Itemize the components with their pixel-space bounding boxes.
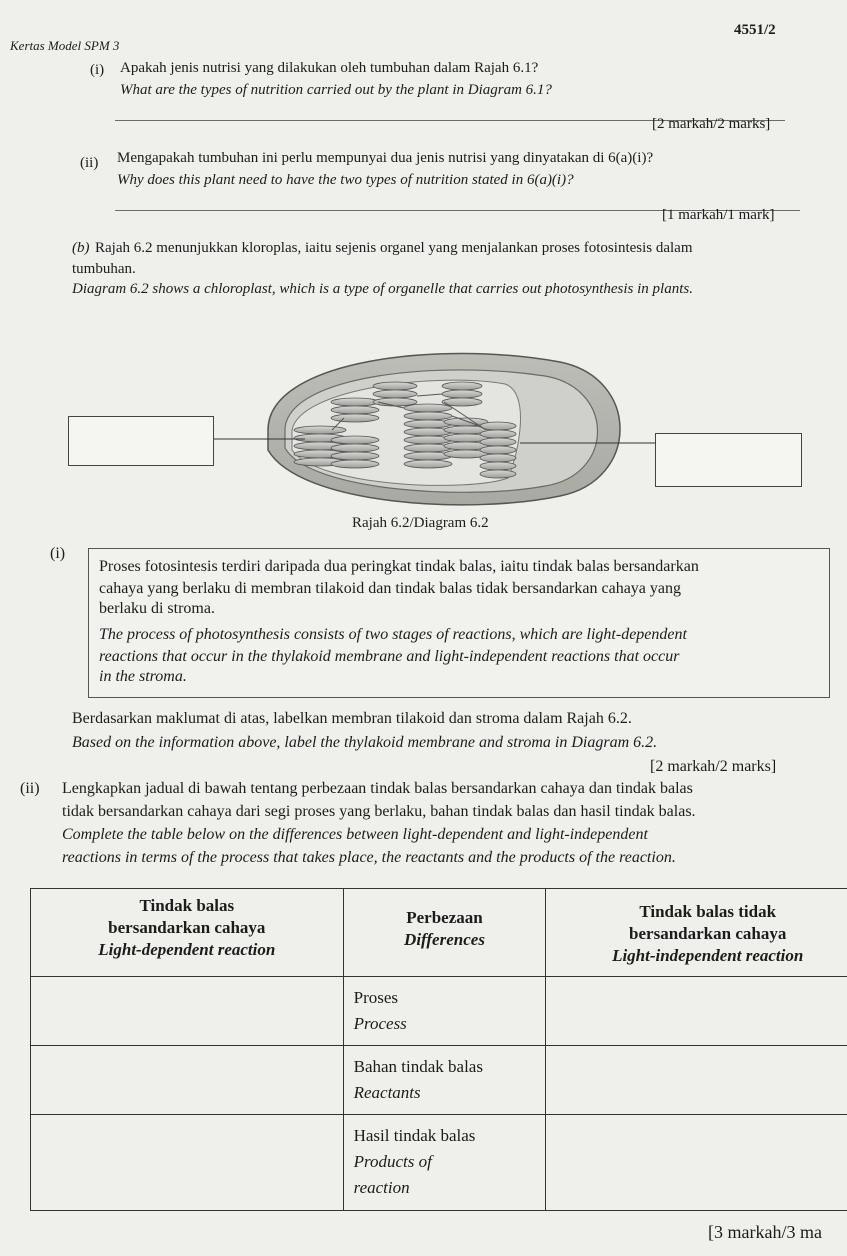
answer-cell-process-light-dependent[interactable]: [31, 977, 344, 1046]
info-english-3: in the stroma.: [99, 668, 187, 685]
header-light-dependent: Tindak balas bersandarkan cahaya Light-dependent reaction: [31, 889, 344, 977]
q-b-number: (b): [72, 240, 90, 256]
q-b-i-number: (i): [50, 545, 66, 562]
table-row: [31, 977, 847, 1046]
info-malay-1: Proses fotosintesis terdiri daripada dua peringkat tindak balas, iaitu tindak balas bersandarkan: [99, 558, 699, 575]
table-row: [31, 1046, 847, 1115]
label-box-right[interactable]: [655, 433, 802, 487]
q-a-ii-marks: [1 markah/1 mark]: [662, 207, 775, 223]
info-english-1: The process of photosynthesis consists of two stages of reactions, which are light-dependent: [99, 626, 687, 643]
q-b-i-marks: [2 markah/2 marks]: [650, 758, 777, 775]
row-label-products: Hasil tindak balas Products of reaction: [343, 1115, 546, 1211]
q-b-ii-number: (ii): [20, 780, 40, 797]
paper-title: Kertas Model SPM 3: [10, 38, 120, 53]
q-b-i-instruction-english: Based on the information above, label the thylakoid membrane and stroma in Diagram 6.2.: [72, 734, 658, 751]
table-header-row: [31, 889, 847, 977]
q-b-english: Diagram 6.2 shows a chloroplast, which is a type of organelle that carries out photosynthesis in plants.: [72, 281, 693, 297]
q-b-ii-marks: [3 markah/3 ma: [708, 1222, 822, 1242]
q-a-i-marks: [2 markah/2 marks]: [652, 116, 771, 132]
q-a-i-number: (i): [90, 62, 105, 78]
answer-cell-reactants-light-independent[interactable]: [546, 1046, 847, 1115]
info-english-2: reactions that occur in the thylakoid membrane and light-independent reactions that occur: [99, 648, 680, 665]
answer-cell-products-light-dependent[interactable]: [31, 1115, 344, 1211]
q-b-ii-english-1: Complete the table below on the differences between light-dependent and light-independent: [62, 826, 648, 843]
q-b-i-instruction-malay: Berdasarkan maklumat di atas, labelkan membran tilakoid dan stroma dalam Rajah 6.2.: [72, 710, 632, 727]
differences-table: [30, 888, 847, 1211]
row-label-reactants: Bahan tindak balas Reactants: [343, 1046, 546, 1115]
paper-code: 4551/2: [734, 22, 776, 38]
q-a-ii-number: (ii): [80, 155, 99, 171]
answer-cell-process-light-independent[interactable]: [546, 977, 847, 1046]
q-a-i-english: What are the types of nutrition carried out by the plant in Diagram 6.1?: [120, 82, 552, 98]
header-differences: Perbezaan Differences: [343, 889, 546, 977]
info-malay-3: berlaku di stroma.: [99, 600, 215, 617]
header-light-independent: Tindak balas tidak bersandarkan cahaya Light-independent reaction: [546, 889, 847, 977]
row-label-process: Proses Process: [343, 977, 546, 1046]
diagram-caption: Rajah 6.2/Diagram 6.2: [352, 515, 489, 531]
answer-cell-products-light-independent[interactable]: [546, 1115, 847, 1211]
q-a-i-malay: Apakah jenis nutrisi yang dilakukan oleh tumbuhan dalam Rajah 6.1?: [120, 60, 539, 76]
table-row: [31, 1115, 847, 1211]
q-b-ii-malay-2: tidak bersandarkan cahaya dari segi proses yang berlaku, bahan tindak balas dan hasil tindak balas.: [62, 803, 696, 820]
info-malay-2: cahaya yang berlaku di membran tilakoid dan tindak balas tidak bersandarkan cahaya yang: [99, 580, 681, 597]
label-box-left[interactable]: [68, 416, 214, 466]
grana-stack-5: [442, 382, 488, 458]
q-a-ii-malay: Mengapakah tumbuhan ini perlu mempunyai dua jenis nutrisi yang dinyatakan di 6(a)(i)?: [117, 150, 654, 166]
q-b-ii-malay-1: Lengkapkan jadual di bawah tentang perbezaan tindak balas bersandarkan cahaya dan tindak balas: [62, 780, 693, 797]
q-b-malay-1: Rajah 6.2 menunjukkan kloroplas, iaitu sejenis organel yang menjalankan proses fotosintesis dalam: [95, 240, 693, 256]
info-box: [88, 548, 830, 698]
q-b-ii-english-2: reactions in terms of the process that takes place, the reactants and the products of the reaction.: [62, 849, 676, 866]
answer-cell-reactants-light-dependent[interactable]: [31, 1046, 344, 1115]
q-b-malay-2: tumbuhan.: [72, 261, 136, 277]
q-a-ii-english: Why does this plant need to have the two types of nutrition stated in 6(a)(i)?: [117, 172, 574, 188]
